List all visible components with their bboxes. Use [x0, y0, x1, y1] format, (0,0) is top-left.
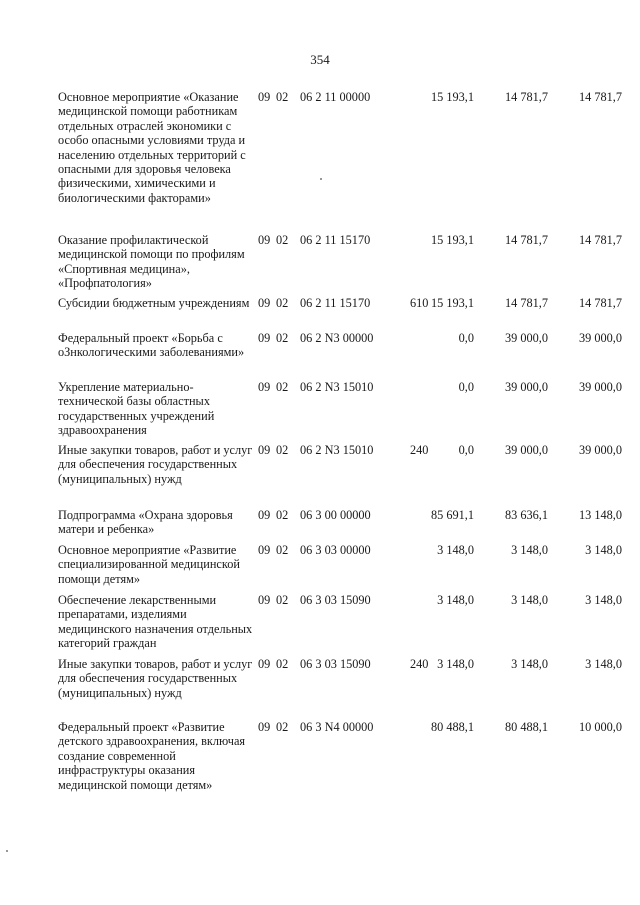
amount-year-2: 39 000,0 — [504, 380, 548, 394]
section-code: 09 — [258, 233, 271, 247]
row-name: Федеральный проект «Борьба с оЗнкологическими заболеваниями» — [58, 331, 245, 360]
amount-year-1: 15 193,1 — [430, 233, 474, 247]
amount-year-1: 3 148,0 — [437, 593, 474, 607]
section-code: 09 — [258, 593, 271, 607]
subsection-code: 02 — [276, 380, 289, 394]
section-code: 09 — [258, 508, 271, 522]
amount-year-1: 0,0 — [458, 443, 474, 457]
section-code: 09 — [258, 720, 271, 734]
amount-year-1: 3 148,0 — [437, 657, 474, 671]
amount-year-2: 83 636,1 — [504, 508, 548, 522]
subsection-code: 02 — [276, 331, 289, 345]
amount-year-3: 3 148,0 — [585, 657, 622, 671]
amount-year-2: 14 781,7 — [504, 233, 548, 247]
amount-year-1: 85 691,1 — [430, 508, 474, 522]
target-article-code: 06 3 03 15090 — [300, 657, 371, 671]
target-article-code: 06 3 00 00000 — [300, 508, 371, 522]
row-name: Иные закупки товаров, работ и услуг для обеспечения государственных (муниципальных) нужд — [58, 443, 253, 486]
section-code: 09 — [258, 443, 271, 457]
amount-year-2: 14 781,7 — [504, 296, 548, 310]
subsection-code: 02 — [276, 90, 289, 104]
amount-year-2: 3 148,0 — [511, 543, 548, 557]
amount-year-3: 39 000,0 — [578, 443, 622, 457]
row-name: Обеспечение лекарственными препаратами, изделиями медицинского назначения отдельных категорий граждан — [58, 593, 253, 651]
row-name: Укрепление материально-технической базы областных государственных учреждений здравоохранения — [58, 380, 215, 438]
amount-year-3: 13 148,0 — [578, 508, 622, 522]
amount-year-3: 3 148,0 — [585, 593, 622, 607]
amount-year-1: 15 193,1 — [430, 90, 474, 104]
amount-year-2: 3 148,0 — [511, 657, 548, 671]
section-code: 09 — [258, 543, 271, 557]
target-article-code: 06 2 11 15170 — [300, 233, 371, 247]
expense-type-code: 240 — [410, 657, 429, 671]
amount-year-2: 3 148,0 — [511, 593, 548, 607]
target-article-code: 06 3 N4 00000 — [300, 720, 374, 734]
subsection-code: 02 — [276, 593, 289, 607]
expense-type-code: 240 — [410, 443, 429, 457]
amount-year-1: 0,0 — [458, 331, 474, 345]
amount-year-3: 14 781,7 — [578, 233, 622, 247]
target-article-code: 06 2 N3 15010 — [300, 443, 374, 457]
amount-year-1: 0,0 — [458, 380, 474, 394]
scan-speck — [320, 178, 322, 180]
target-article-code: 06 3 03 15090 — [300, 593, 371, 607]
page-number: 354 — [310, 52, 330, 67]
target-article-code: 06 2 N3 00000 — [300, 331, 374, 345]
amount-year-2: 39 000,0 — [504, 331, 548, 345]
expense-type-code: 610 — [410, 296, 429, 310]
target-article-code: 06 3 03 00000 — [300, 543, 371, 557]
row-name: Федеральный проект «Развитие детского здравоохранения, включая создание современной инфраструктуры оказания медицинской помощи детям» — [58, 720, 246, 792]
section-code: 09 — [258, 296, 271, 310]
row-name: Основное мероприятие «Развитие специализированной медицинской помощи детям» — [58, 543, 240, 586]
subsection-code: 02 — [276, 657, 289, 671]
amount-year-2: 39 000,0 — [504, 443, 548, 457]
row-name: Подпрограмма «Охрана здоровья матери и ребенка» — [58, 508, 233, 537]
amount-year-3: 10 000,0 — [578, 720, 622, 734]
section-code: 09 — [258, 331, 271, 345]
amount-year-3: 14 781,7 — [578, 296, 622, 310]
target-article-code: 06 2 11 00000 — [300, 90, 371, 104]
subsection-code: 02 — [276, 233, 289, 247]
subsection-code: 02 — [276, 296, 289, 310]
target-article-code: 06 2 11 15170 — [300, 296, 371, 310]
amount-year-3: 39 000,0 — [578, 380, 622, 394]
amount-year-2: 80 488,1 — [504, 720, 548, 734]
amount-year-1: 3 148,0 — [437, 543, 474, 557]
amount-year-3: 14 781,7 — [578, 90, 622, 104]
amount-year-3: 39 000,0 — [578, 331, 622, 345]
scan-speck — [6, 850, 8, 852]
amount-year-1: 15 193,1 — [430, 296, 474, 310]
amount-year-1: 80 488,1 — [430, 720, 474, 734]
section-code: 09 — [258, 380, 271, 394]
target-article-code: 06 2 N3 15010 — [300, 380, 374, 394]
row-name: Иные закупки товаров, работ и услуг для обеспечения государственных (муниципальных) нужд — [58, 657, 253, 700]
subsection-code: 02 — [276, 720, 289, 734]
section-code: 09 — [258, 657, 271, 671]
section-code: 09 — [258, 90, 271, 104]
subsection-code: 02 — [276, 508, 289, 522]
amount-year-2: 14 781,7 — [504, 90, 548, 104]
row-name: Субсидии бюджетным учреждениям — [58, 296, 250, 310]
subsection-code: 02 — [276, 543, 289, 557]
row-name: Основное мероприятие «Оказание медицинской помощи работникам отдельных отраслей экономики с особо опасными условиями труда и населению отдельных территорий с опасными для здоровья человека физическими, химическими и биологическими факторами» — [58, 90, 246, 205]
row-name: Оказание профилактической медицинской помощи по профилям «Спортивная медицина», «Профпатология» — [58, 233, 245, 291]
subsection-code: 02 — [276, 443, 289, 457]
amount-year-3: 3 148,0 — [585, 543, 622, 557]
